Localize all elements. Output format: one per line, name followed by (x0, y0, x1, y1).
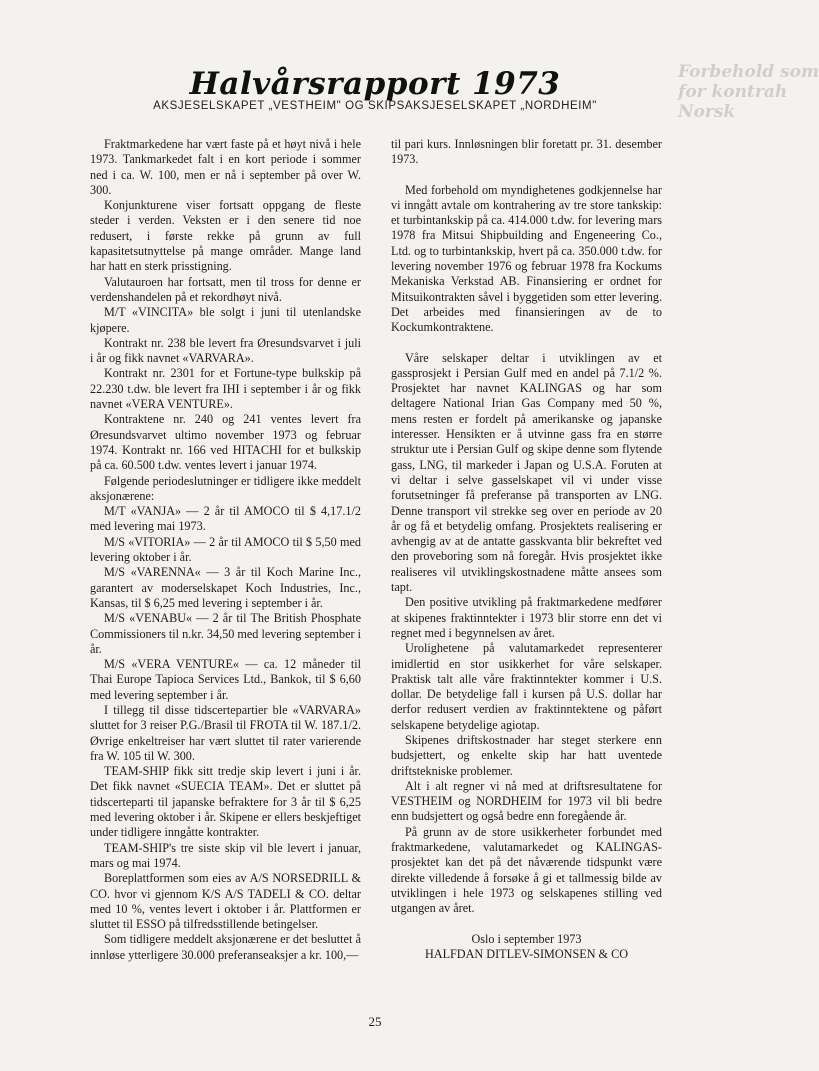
page-subtitle: AKSJESELSKAPET „VESTHEIM" OG SKIPSAKSJESELSKAPET „NORDHEIM" (153, 100, 597, 112)
left-column (90, 137, 361, 963)
paragraph: Urolighetene på valutamarkedet representerer imidlertid en stor usikkerhet for våre selskaper. Praktisk talt alle våre fraktinntekter kommer i U.S. dollar. De betydelige fall i kursen på U.S. dollar har derfor redusert verdien av fraktinntektene og påført selskapene betydelige agiotap. (391, 641, 662, 732)
paragraph: Skipenes driftskostnader har steget sterkere enn budsjettert, og enkelte skip har hatt uventede driftstekniske problemer. (391, 732, 662, 778)
signoff-place-date: Oslo i september 1973 (471, 931, 582, 946)
paragraph: M/S «VENABU« — 2 år til The British Phosphate Commissioners til n.kr. 34,50 med levering september i år. (90, 611, 361, 656)
paragraph: Som tidligere meddelt aksjonærene er det besluttet å innløse ytterligere 30.000 preferanseaksjer a kr. 100,— (90, 932, 361, 962)
bleed-line: Norsk (678, 102, 736, 122)
paragraph: Våre selskaper deltar i utviklingen av et gassprosjekt i Persian Gulf med en andel på 7.1/2 %. Prosjektet har navnet KALINGAS og har som deltagere National Irian Gas Company med 50 %, mens resten er fordelt på amerikanske og japanske interesser. Hensikten er å utvinne gass fra en større struktur ute i Persian Gulf og skipe denne som flytende gass, LNG, til markeder i Japan og U.S.A. Foruten at vi deltar i selve gasselskapet vil vi under visse forutsetninger få preferanse på transporten av LNG. Denne transport vil strekke seg over en periode av 20 år og få et betydelig omfang. Prosjektets realisering er avhengig av at de antatte gasskvanta blir bekreftet ved den proveboring som nå foregår. Hvis prosjektet ikke realiseres vil utviklingskostnadene måtte ansees som tapt. (391, 350, 662, 595)
paragraph: Kontraktene nr. 240 og 241 ventes levert fra Øresundsvarvet ultimo november 1973 og februar 1974. Kontrakt nr. 166 ved HITACHI for et bulkskip på ca. 60.500 t.dw. ventes levert i januar 1974. (90, 412, 361, 473)
paragraph: Fraktmarkedene har vært faste på et høyt nivå i hele 1973. Tankmarkedet falt i en kort periode i sommer ned i ca. W. 100, men er nå i september på over W. 300. (90, 137, 361, 197)
bleed-line: for kontrah (678, 82, 788, 102)
paragraph: TEAM-SHIP fikk sitt tredje skip levert i juni i år. Det fikk navnet «SUECIA TEAM». Det er sluttet på tidscerteparti til japanske befraktere for 3 år til $ 6,25 med levering oktober i år. Skipene er ellers beskjeftiget under tidligere inngåtte kontrakter. (90, 764, 361, 840)
paragraph: M/S «VERA VENTURE« — ca. 12 måneder til Thai Europe Tapioca Services Ltd., Bankok, til $ 6,60 med levering september i år. (90, 657, 361, 702)
page-number: 25 (368, 1014, 382, 1029)
paragraph: Med forbehold om myndighetenes godkjennelse har vi inngått avtale om kontrahering av tre store tankskip: et turbintankskip på ca. 414.000 t.dw. for levering mars 1978 fra Mitsui Shipbuilding and Engeneering Co., Ltd. og to turbintankskip, hvert på ca. 350.000 t.dw. for levering november 1976 og februar 1978 fra Kockums Mekaniska Verkstad AB. Finansiering er ordnet for Mitsuikontrakten såvel i byggetiden som etter levering. Det arbeides med finansieringen av de to Kockumkontraktene. (391, 182, 662, 335)
paragraph: Valutauroen har fortsatt, men til tross for denne er verdenshandelen på et rekordhøyt nivå. (90, 274, 361, 304)
paragraph: Kontrakt nr. 238 ble levert fra Øresundsvarvet i juli i år og fikk navnet «VARVARA». (90, 335, 361, 366)
paragraph: Følgende periodeslutninger er tidligere ikke meddelt aksjonærene: (90, 473, 361, 503)
paragraph: M/S «VITORIA» — 2 år til AMOCO til $ 5,50 med levering oktober i år. (90, 534, 361, 565)
paragraph: M/T «VANJA» — 2 år til AMOCO til $ 4,17.1/2 med levering mai 1973. (90, 504, 361, 534)
page-title: Halvårsrapport 1973 (189, 66, 561, 102)
paragraph: På grunn av de store usikkerheter forbundet med fraktmarkedene, valutamarkedet og KALINGAS-prosjektet kan det på det nåværende tidspunkt være direkte villedende å forsøke å gi et tallmessig bilde av utviklingen i hele 1973 og selskapenes stilling ved utgangen av året. (391, 824, 662, 916)
paragraph-continuation: til pari kurs. Innløsningen blir foretatt pr. 31. desember 1973. (391, 137, 662, 167)
paragraph: Alt i alt regner vi nå med at driftsresultatene for VESTHEIM og NORDHEIM for 1973 vil bli bedre enn budsjettert og også bedre enn foregående år. (391, 778, 662, 824)
paragraph: M/S «VARENNA« — 3 år til Koch Marine Inc., garantert av moderselskapet Koch Industries, Inc., Kansas, til $ 6,25 med levering i september i år. (90, 565, 361, 610)
right-column (391, 137, 662, 962)
paragraph: I tillegg til disse tidscertepartier ble «VARVARA» sluttet for 3 reiser P.G./Brasil til FROTA til W. 187.1/2. Øvrige enkeltreiser har vært sluttet til rater varierende fra W. 105 til W. 300. (90, 702, 361, 763)
paragraph: Kontrakt nr. 2301 for et Fortune-type bulkskip på 22.230 t.dw. ble levert fra IHI i september i år og fikk navnet «VERA VENTURE». (90, 366, 361, 412)
signoff-company: HALFDAN DITLEV-SIMONSEN & CO (424, 946, 628, 961)
paragraph: Boreplattformen som eies av A/S NORSEDRILL & CO. hvor vi gjennom K/S A/S TADELI & CO. deltar med 10 %, ventes levert i oktober i år. Plattformen er sluttet til ESSO på tilfredsstillende betingelser. (90, 871, 361, 932)
paragraph: Konjunkturene viser fortsatt oppgang de fleste steder i verden. Veksten er i den senere tid noe redusert, i første rekke på grunn av full kapasitetsutnyttelse på mange områder. Mange land har hatt en sterk prisstigning. (90, 198, 361, 274)
paragraph: TEAM-SHIP's tre siste skip vil ble levert i januar, mars og mai 1974. (90, 840, 361, 870)
paragraph: M/T «VINCITA» ble solgt i juni til utenlandske kjøpere. (90, 305, 361, 335)
paragraph: Den positive utvikling på fraktmarkedene medfører at skipenes fraktinntekter i 1973 blir storre enn det vi regnet med i begynnelsen av året. (391, 595, 662, 640)
bleed-line: Forbehold som (678, 62, 819, 82)
